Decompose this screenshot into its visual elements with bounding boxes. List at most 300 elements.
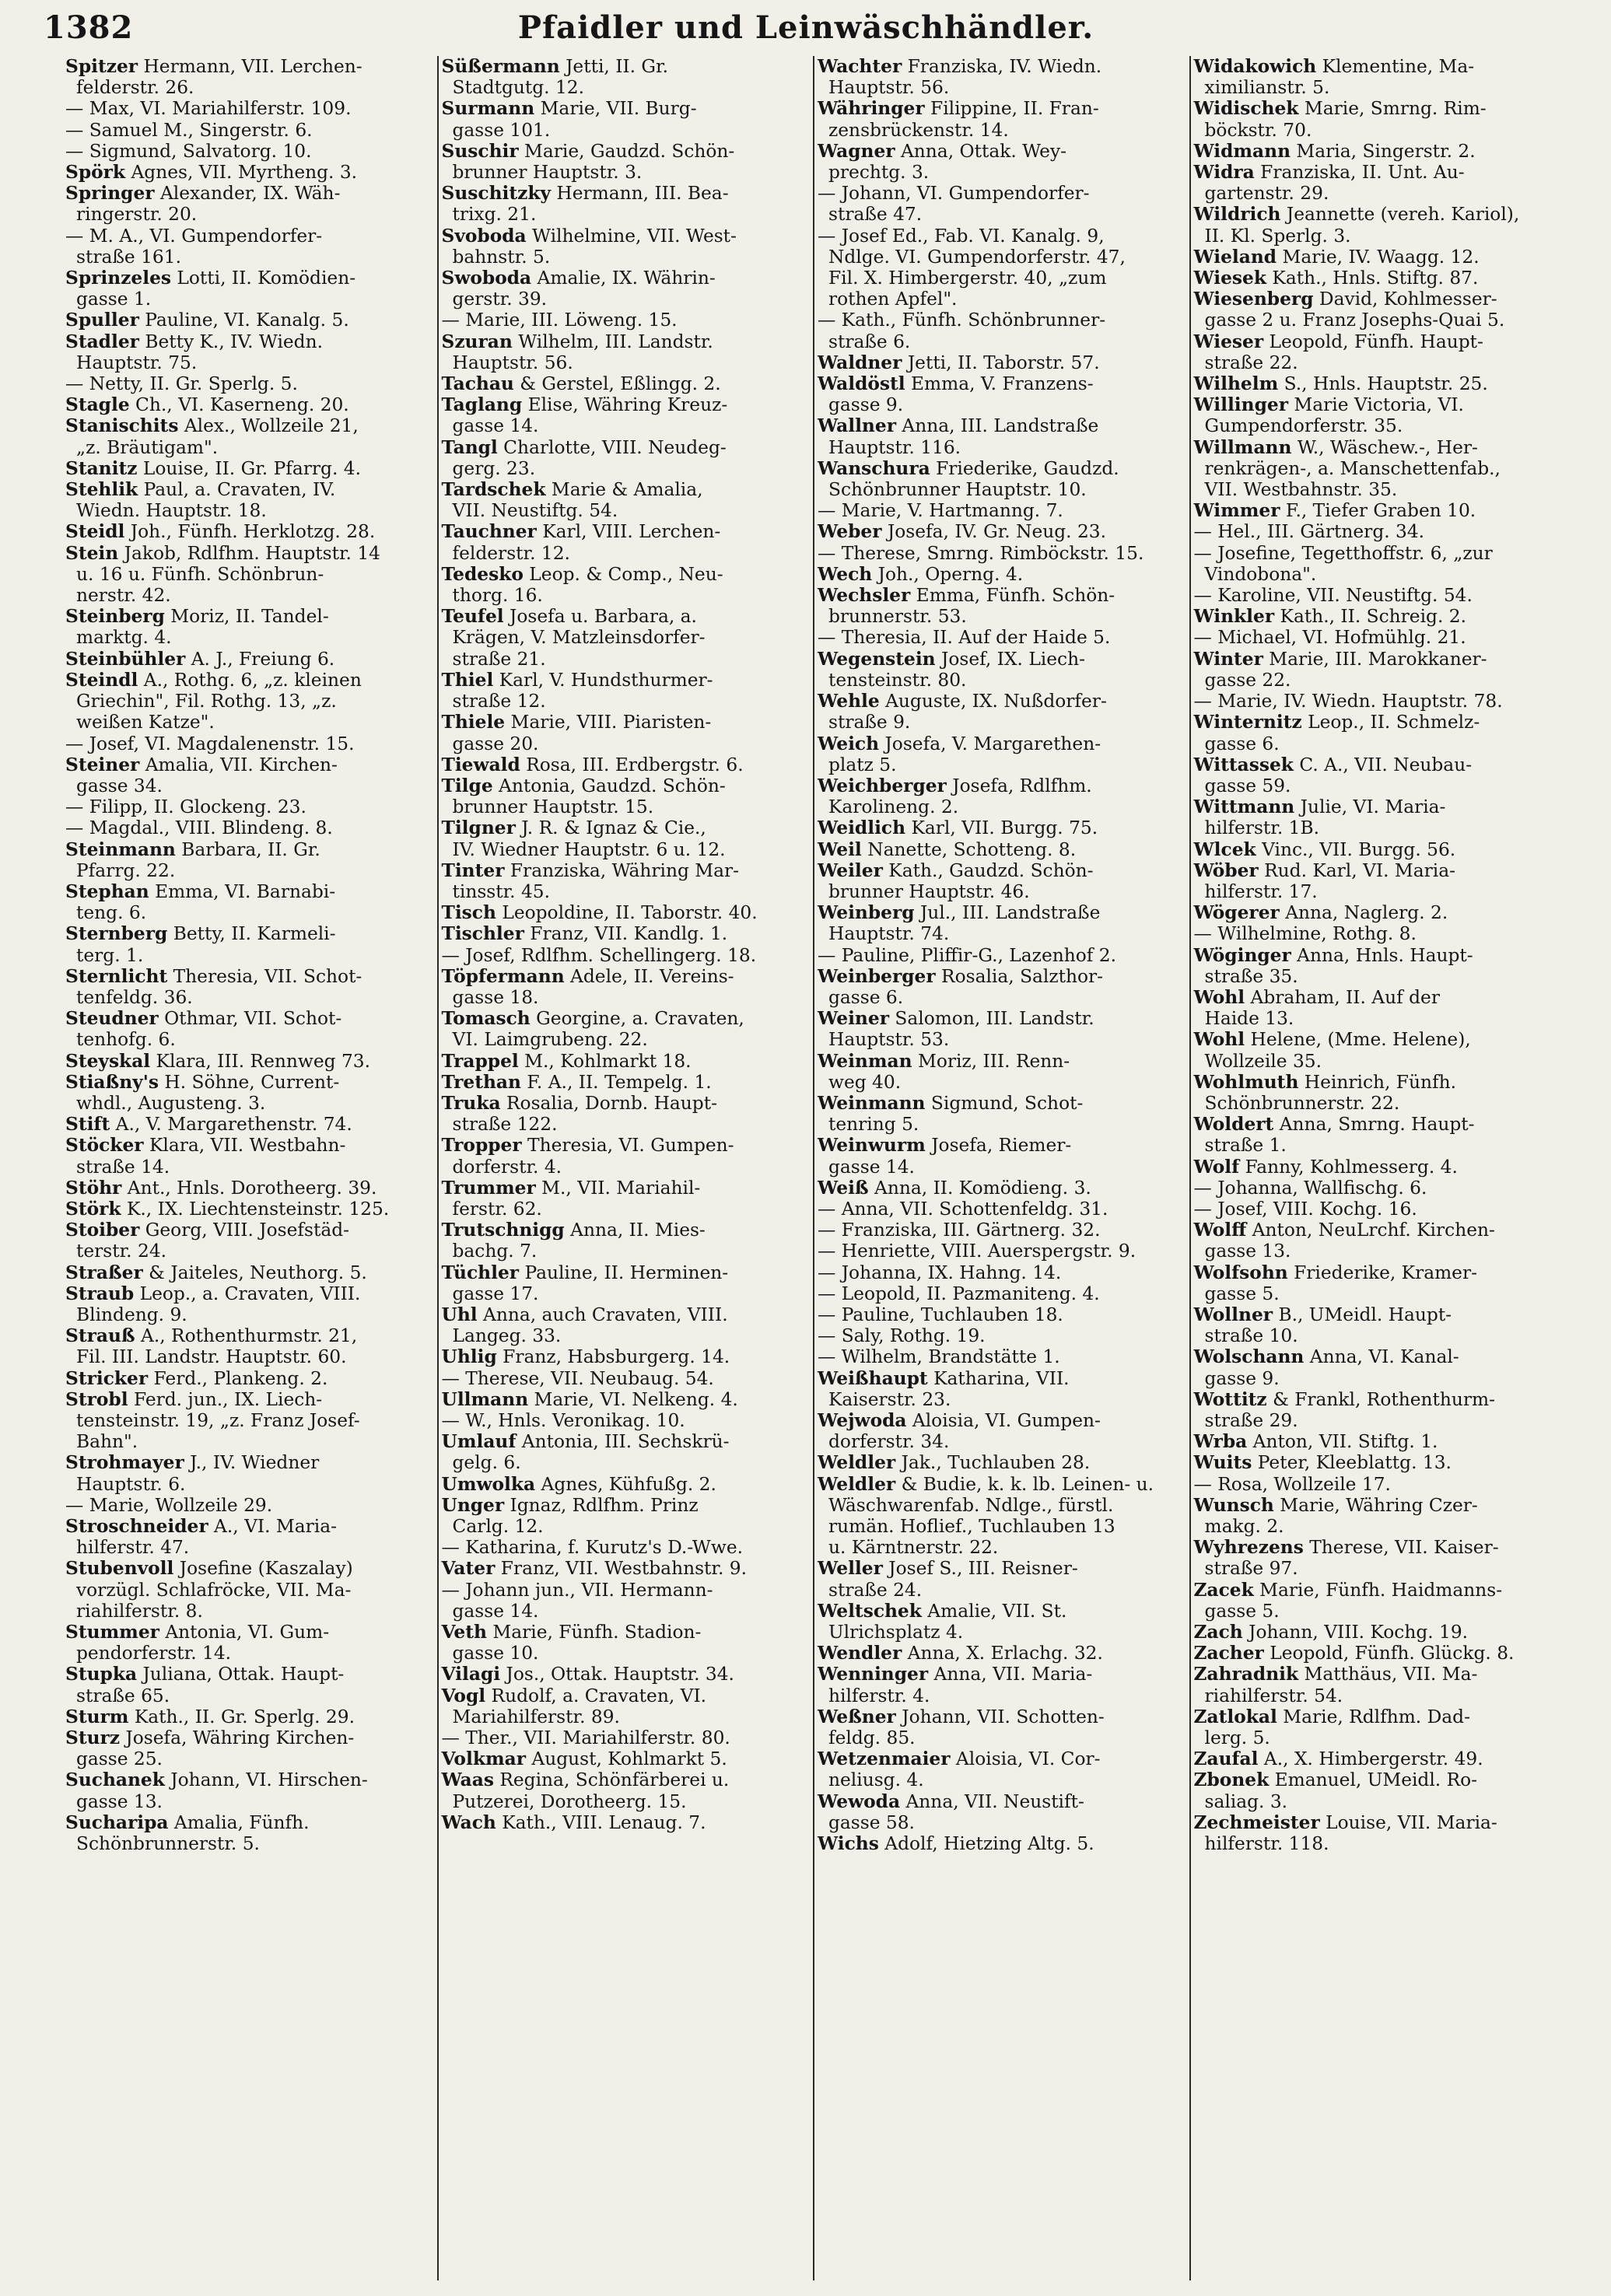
directory-entry: [65, 966, 431, 1008]
directory-entry: [442, 1051, 807, 1072]
directory-entry: [1194, 521, 1561, 542]
entry-name: Weiß: [818, 1177, 869, 1199]
directory-entry: [442, 1178, 807, 1220]
directory-entry: [1194, 945, 1561, 987]
directory-entry: [65, 543, 431, 607]
entry-text: Joh., Operng. 4.: [872, 563, 1024, 585]
entry-name: Strobl: [65, 1388, 128, 1410]
entry-name: Wiesek: [1193, 268, 1267, 289]
entry-name: Trethan: [441, 1071, 521, 1093]
entry-name: Wohlmuth: [1193, 1071, 1299, 1093]
entry-text: & Gerstel, Eßlingg. 2.: [513, 373, 721, 395]
entry-text: F. A., II. Tempelg. 1.: [520, 1071, 712, 1093]
directory-entry: [65, 817, 431, 838]
entry-text: — Samuel M., Singerstr. 6.: [65, 119, 313, 141]
entry-name: Wrba: [1193, 1431, 1248, 1453]
entry-text: Franz, VII. Westbahnstr. 9.: [495, 1558, 748, 1580]
entry-name: Wögerer: [1193, 902, 1280, 924]
entry-name: Störk: [65, 1198, 121, 1220]
entry-text: Johann, VI. Hirschen- gasse 13.: [76, 1769, 368, 1812]
directory-entry: [442, 183, 807, 225]
directory-entry: [818, 226, 1183, 310]
entry-name: Wanschura: [818, 457, 930, 479]
directory-entry: [442, 521, 807, 563]
directory-entry: [442, 817, 807, 859]
entry-text: David, Kohlmesser- gasse 2 u. Franz Josephs-Quai 5.: [1204, 289, 1505, 331]
entry-text: — Josef, VIII. Kochg. 16.: [1193, 1198, 1417, 1220]
directory-entry: [1194, 987, 1561, 1029]
entry-name: Zatlokal: [1193, 1706, 1277, 1727]
directory-entry: [1194, 289, 1561, 331]
directory-entry: [1194, 902, 1561, 923]
page-title: Pfaidler und Leinwäschhändler.: [517, 9, 1094, 46]
entry-text: Johann, VIII. Kochg. 19.: [1242, 1622, 1469, 1643]
directory-entry: [1194, 1643, 1561, 1664]
entry-name: Wewoda: [818, 1790, 901, 1812]
directory-entry: [65, 183, 431, 225]
entry-name: Wendler: [818, 1643, 902, 1664]
entry-text: Jetti, II. Taborstr. 57.: [902, 352, 1100, 373]
entry-text: Jos., Ottak. Hauptstr. 34.: [500, 1664, 734, 1685]
directory-entry: [1194, 627, 1561, 648]
directory-entry: [818, 98, 1183, 140]
entry-text: Elise, Währing Kreuz- gasse 14.: [452, 394, 728, 437]
directory-entry: [818, 1833, 1183, 1854]
directory-entry: [442, 1072, 807, 1093]
directory-entry: [65, 1325, 431, 1367]
entry-name: Weiner: [818, 1008, 889, 1030]
entry-name: Stephan: [65, 880, 149, 902]
entry-name: Stoiber: [65, 1220, 140, 1241]
entry-name: Wichs: [818, 1833, 879, 1855]
entry-text: Marie, III. Marokkaner- gasse 22.: [1204, 648, 1487, 691]
directory-entry: [1194, 268, 1561, 289]
entry-name: Weinwurm: [818, 1135, 926, 1157]
entry-text: Agnes, VII. Myrtheng. 3.: [125, 162, 358, 184]
directory-entry: [1194, 839, 1561, 860]
entry-text: Therese, VII. Kaiser- straße 97.: [1204, 1537, 1499, 1580]
directory-entry: [818, 1643, 1183, 1664]
entry-name: Trutschnigg: [441, 1220, 565, 1241]
directory-entry: [442, 1580, 807, 1622]
entry-text: — Wilhelm, Brandstätte 1.: [818, 1346, 1060, 1368]
directory-entry: [65, 162, 431, 183]
entry-name: Zaufal: [1193, 1748, 1259, 1770]
directory-entry: [1194, 141, 1561, 162]
entry-text: & Frankl, Rothenthurm- straße 29.: [1204, 1388, 1495, 1431]
entry-text: K., IX. Liechtensteinstr. 125.: [121, 1198, 390, 1220]
entry-text: Wilhelm, III. Landstr. Hauptstr. 56.: [452, 331, 713, 373]
directory-entry: [1194, 1812, 1561, 1854]
entry-name: Zacher: [1193, 1643, 1264, 1664]
directory-entry: [65, 310, 431, 331]
directory-entry: [442, 56, 807, 98]
entry-text: Marie, VII. Burg- gasse 101.: [452, 98, 697, 141]
entry-name: Stanischits: [65, 415, 179, 437]
directory-entry: [1194, 1389, 1561, 1431]
directory-entry: [65, 1199, 431, 1220]
directory-entry: [442, 479, 807, 521]
entry-text: Karl, VII. Burgg. 75.: [905, 817, 1098, 839]
directory-entry: [1194, 1622, 1561, 1643]
directory-entry: [442, 331, 807, 373]
directory-entry: [1194, 691, 1561, 712]
entry-name: Umwolka: [441, 1473, 536, 1495]
entry-text: Karl, VIII. Lerchen- felderstr. 12.: [452, 521, 721, 564]
entry-name: Spitzer: [65, 56, 138, 77]
directory-columns: [62, 56, 1567, 2280]
directory-entry: [442, 1685, 807, 1727]
directory-entry: [65, 415, 431, 457]
directory-entry: [65, 1114, 431, 1135]
directory-entry: [442, 1368, 807, 1389]
entry-name: Widischek: [1193, 98, 1299, 120]
entry-text: Alexander, IX. Wäh- ringerstr. 20.: [76, 183, 341, 226]
entry-text: Anton, NeuLrchf. Kirchen- gasse 13.: [1204, 1220, 1495, 1262]
entry-text: Louise, VII. Maria- hilferstr. 118.: [1204, 1811, 1497, 1855]
entry-name: Weidlich: [818, 817, 906, 839]
directory-entry: [1194, 712, 1561, 754]
entry-text: Maria, Singerstr. 2.: [1291, 140, 1476, 162]
entry-name: Steinberg: [65, 606, 165, 628]
entry-name: Zach: [1193, 1622, 1243, 1643]
entry-text: Heinrich, Fünfh. Schönbrunnerstr. 22.: [1204, 1071, 1457, 1114]
directory-entry: [442, 923, 807, 944]
directory-entry: [65, 1727, 431, 1769]
entry-text: Leopold, Fünfh. Glückg. 8.: [1263, 1643, 1515, 1664]
entry-text: J. R. & Ignaz & Cie., IV. Wiedner Hauptstr. 6 u. 12.: [452, 817, 726, 860]
entry-text: Kath., VIII. Lenaug. 7.: [496, 1811, 706, 1833]
directory-entry: [442, 373, 807, 394]
entry-text: Marie Victoria, VI. Gumpendorferstr. 35.: [1204, 394, 1464, 437]
entry-text: Rosalia, Salzthor- gasse 6.: [828, 965, 1104, 1008]
entry-name: Wlcek: [1193, 838, 1256, 860]
entry-name: Widra: [1193, 162, 1255, 184]
entry-name: Springer: [65, 183, 155, 205]
entry-text: — Max, VI. Mariahilferstr. 109.: [65, 98, 352, 120]
entry-text: Anna, X. Erlachg. 32.: [902, 1643, 1103, 1664]
entry-name: Waas: [441, 1769, 494, 1791]
entry-text: — Therese, VII. Neubaug. 54.: [441, 1367, 714, 1389]
entry-text: Anna, Naglerg. 2.: [1279, 902, 1448, 924]
entry-name: Wolfsohn: [1193, 1262, 1288, 1283]
directory-entry: [442, 1727, 807, 1748]
entry-name: Süßermann: [441, 56, 560, 77]
entry-name: Tedesko: [441, 563, 524, 585]
directory-entry: [65, 394, 431, 415]
directory-entry: [65, 733, 431, 754]
directory-entry: [1194, 394, 1561, 436]
entry-text: Filippine, II. Fran- zensbrückenstr. 14.: [828, 98, 1099, 141]
entry-name: Weldler: [818, 1452, 896, 1474]
entry-text: Jakob, Rdlfhm. Hauptstr. 14 u. 16 u. Fünfh. Schönbrun- nerstr. 42.: [76, 542, 380, 607]
directory-entry: [442, 860, 807, 902]
entry-text: Emma, VI. Barnabi- teng. 6.: [76, 880, 336, 924]
entry-text: — Marie, III. Löweng. 15.: [441, 310, 678, 331]
entry-text: Anna, II. Komödieng. 3.: [868, 1177, 1091, 1199]
entry-text: Marie, VIII. Piaristen- gasse 20.: [452, 712, 712, 754]
entry-name: Tangl: [441, 436, 498, 458]
entry-text: Sigmund, Schot- tenring 5.: [828, 1092, 1084, 1136]
entry-name: Stiaßny's: [65, 1071, 159, 1093]
entry-name: Thiele: [441, 712, 506, 733]
entry-name: Steyskal: [65, 1050, 151, 1072]
directory-entry: [65, 1558, 431, 1622]
entry-text: Alex., Wollzeile 21, „z. Bräutigam".: [76, 415, 359, 458]
entry-text: Amalia, VII. Kirchen- gasse 34.: [76, 754, 338, 796]
entry-text: Hermann, III. Bea- trixg. 21.: [452, 183, 729, 226]
entry-text: C. A., VII. Neubau- gasse 59.: [1204, 754, 1473, 796]
entry-text: — Hel., III. Gärtnerg. 34.: [1193, 521, 1425, 543]
entry-name: Wachter: [818, 56, 902, 77]
directory-entry: [65, 1389, 431, 1453]
entry-text: August, Kohlmarkt 5.: [526, 1748, 727, 1770]
entry-text: H. Söhne, Current- whdl., Augusteng. 3.: [76, 1071, 340, 1114]
directory-entry: [818, 1452, 1183, 1473]
directory-entry: [818, 1051, 1183, 1093]
directory-entry: [65, 56, 431, 98]
directory-entry: [1194, 585, 1561, 606]
entry-text: Salomon, III. Landstr. Hauptstr. 53.: [828, 1008, 1094, 1051]
entry-text: Franziska, Währing Mar- tinsstr. 45.: [452, 859, 740, 902]
entry-name: Uhl: [441, 1304, 478, 1325]
entry-text: — Henriette, VIII. Auerspergstr. 9.: [818, 1241, 1136, 1262]
directory-entry: [1194, 437, 1561, 501]
directory-entry: [65, 670, 431, 733]
entry-name: Weller: [818, 1558, 883, 1580]
entry-name: Winkler: [1193, 606, 1275, 628]
entry-name: Unger: [441, 1494, 505, 1516]
entry-name: Stroschneider: [65, 1516, 208, 1538]
entry-name: Wittmann: [1193, 796, 1295, 818]
entry-name: Wottitz: [1193, 1388, 1267, 1410]
entry-text: Julie, VI. Maria- hilferstr. 1B.: [1204, 796, 1446, 839]
directory-entry: [442, 945, 807, 966]
directory-entry: [818, 183, 1183, 225]
directory-entry: [1194, 796, 1561, 838]
directory-entry: [1194, 606, 1561, 627]
directory-entry: [818, 1325, 1183, 1346]
entry-text: Aloisia, VI. Gumpen- dorferstr. 34.: [828, 1410, 1101, 1453]
entry-text: Marie & Amalia, VII. Neustiftg. 54.: [452, 479, 703, 522]
entry-text: Karl, V. Hundsthurmer- straße 12.: [452, 669, 713, 712]
entry-name: Zahradnik: [1193, 1664, 1299, 1685]
entry-text: Moriz, II. Tandel- marktg. 4.: [76, 606, 329, 649]
entry-name: Wunsch: [1193, 1494, 1274, 1516]
directory-entry: [818, 860, 1183, 902]
directory-entry: [1194, 754, 1561, 796]
directory-entry: [818, 373, 1183, 415]
entry-name: Wollner: [1193, 1304, 1273, 1325]
directory-entry: [65, 839, 431, 881]
entry-text: — Marie, V. Hartmanng. 7.: [818, 500, 1063, 522]
entry-name: Sturz: [65, 1727, 121, 1749]
entry-text: Leopoldine, II. Taborstr. 40.: [496, 902, 758, 924]
entry-text: Franz, Habsburgerg. 14.: [496, 1346, 730, 1368]
entry-name: Weinberger: [818, 965, 936, 987]
entry-text: Betty K., IV. Wiedn. Hauptstr. 75.: [76, 331, 324, 373]
entry-name: Zechmeister: [1193, 1811, 1320, 1833]
entry-name: Woldert: [1193, 1114, 1274, 1136]
directory-entry: [1194, 1178, 1561, 1199]
entry-text: — Josefine, Tegetthoffstr. 6, „zur Vindobona".: [1193, 542, 1493, 585]
directory-entry: [65, 1769, 431, 1811]
directory-entry: [818, 1664, 1183, 1706]
entry-name: Svoboda: [441, 225, 527, 247]
entry-name: Tomasch: [441, 1008, 531, 1030]
entry-name: Tinter: [441, 859, 505, 881]
directory-entry: [65, 1452, 431, 1494]
entry-text: Hermann, VII. Lerchen- felderstr. 26.: [76, 56, 362, 99]
directory-entry: [818, 1791, 1183, 1833]
entry-text: — Ther., VII. Mariahilferstr. 80.: [441, 1727, 730, 1749]
entry-name: Weinman: [818, 1050, 912, 1072]
entry-text: Jak., Tuchlauben 28.: [895, 1452, 1091, 1474]
entry-text: & Budie, k. k. lb. Leinen- u. Wäschwarenfab. Ndlge., fürstl. rumän. Hoflief., Tuchlauben 13 u. Kärntnerstr. 22.: [828, 1473, 1154, 1559]
directory-entry: [1194, 1157, 1561, 1178]
entry-name: Tachau: [441, 373, 514, 395]
directory-entry: [442, 1558, 807, 1579]
directory-entry: [442, 1495, 807, 1537]
directory-entry: [65, 1008, 431, 1050]
directory-entry: [1194, 1346, 1561, 1388]
entry-name: Willmann: [1193, 436, 1292, 458]
entry-name: Szuran: [441, 331, 513, 352]
entry-text: Vinc., VII. Burgg. 56.: [1256, 838, 1456, 860]
entry-name: Steinbühler: [65, 648, 186, 670]
directory-entry: [65, 1072, 431, 1114]
entry-text: Adolf, Hietzing Altg. 5.: [878, 1833, 1094, 1855]
entry-text: Rudolf, a. Cravaten, VI. Mariahilferstr. 89.: [452, 1685, 707, 1727]
entry-text: F., Tiefer Graben 10.: [1280, 500, 1476, 522]
directory-entry: [1194, 1495, 1561, 1537]
column-3: [814, 56, 1191, 2280]
directory-entry: [818, 691, 1183, 733]
entry-text: B., UMeidl. Haupt- straße 10.: [1204, 1304, 1452, 1347]
entry-text: A., V. Margarethenstr. 74.: [110, 1114, 352, 1136]
entry-name: Vilagi: [441, 1664, 501, 1685]
column-2: [439, 56, 815, 2280]
directory-entry: [65, 1051, 431, 1072]
directory-entry: [1194, 373, 1561, 394]
directory-entry: [65, 1664, 431, 1706]
entry-text: Ant., Hnls. Dorotheerg. 39.: [121, 1177, 377, 1199]
directory-entry: [65, 479, 431, 521]
entry-text: Josef, IX. Liech- tensteinstr. 80.: [828, 648, 1085, 691]
directory-entry: [1194, 923, 1561, 944]
entry-text: — Therese, Smrng. Rimböckstr. 15.: [818, 542, 1144, 564]
entry-text: — Johanna, Wallfischg. 6.: [1193, 1177, 1427, 1199]
directory-entry: [1194, 1769, 1561, 1811]
entry-text: M., VII. Mariahil- ferstr. 62.: [452, 1177, 701, 1220]
directory-entry: [818, 585, 1183, 627]
entry-text: Wilhelmine, VII. West- bahnstr. 5.: [452, 225, 737, 268]
entry-name: Sternlicht: [65, 965, 168, 987]
directory-entry: [818, 649, 1183, 691]
entry-text: Marie, Smrng. Rim- böckstr. 70.: [1204, 98, 1487, 141]
directory-entry: [818, 1410, 1183, 1452]
entry-text: Emma, Fünfh. Schön- brunnerstr. 53.: [828, 585, 1115, 628]
entry-name: Weich: [818, 733, 880, 754]
directory-entry: [65, 521, 431, 542]
entry-text: Franziska, IV. Wiedn. Hauptstr. 56.: [828, 56, 1102, 99]
directory-entry: [65, 373, 431, 394]
entry-text: — Filipp, II. Glockeng. 23.: [65, 796, 306, 818]
entry-text: Abraham, II. Auf der Haide 13.: [1204, 986, 1440, 1030]
entry-name: Währinger: [818, 98, 925, 120]
entry-text: Klara, VII. Westbahn- straße 14.: [76, 1135, 346, 1178]
entry-text: Leopold, Fünfh. Haupt- straße 22.: [1204, 331, 1483, 373]
entry-name: Wuits: [1193, 1452, 1252, 1474]
entry-text: Agnes, Kühfußg. 2.: [535, 1473, 716, 1495]
entry-name: Wech: [818, 563, 873, 585]
entry-name: Thiel: [441, 669, 494, 691]
entry-name: Trummer: [441, 1177, 536, 1199]
directory-entry: [818, 564, 1183, 585]
entry-text: Kath., Hnls. Stiftg. 87.: [1266, 268, 1479, 289]
entry-text: Friederike, Kramer- gasse 5.: [1204, 1262, 1477, 1304]
entry-name: Sprinzeles: [65, 268, 172, 289]
directory-entry: [1194, 1452, 1561, 1473]
entry-name: Widmann: [1193, 140, 1291, 162]
directory-entry: [442, 1474, 807, 1495]
directory-entry: [818, 1093, 1183, 1135]
entry-text: Josefa, IV. Gr. Neug. 23.: [881, 521, 1107, 543]
entry-name: Weiler: [818, 859, 883, 881]
entry-name: Suschir: [441, 140, 519, 162]
entry-text: Antonia, Gaudzd. Schön- brunner Hauptstr. 15.: [452, 775, 726, 818]
directory-entry: [1194, 1474, 1561, 1495]
directory-entry: [1194, 162, 1561, 204]
entry-name: Wetzenmaier: [818, 1748, 951, 1770]
entry-name: Tropper: [441, 1135, 522, 1157]
entry-text: Anna, Hnls. Haupt- straße 35.: [1204, 944, 1473, 987]
directory-entry: [442, 1262, 807, 1304]
directory-entry: [65, 1262, 431, 1283]
entry-text: Katharina, VII. Kaiserstr. 23.: [828, 1367, 1070, 1410]
entry-name: Uhlig: [441, 1346, 497, 1368]
entry-name: Steiner: [65, 754, 140, 775]
directory-entry: [442, 1431, 807, 1473]
entry-name: Stadler: [65, 331, 139, 352]
entry-name: Wieland: [1193, 246, 1277, 268]
directory-entry: [1194, 543, 1561, 585]
directory-entry: [65, 1178, 431, 1199]
entry-text: Josefa u. Barbara, a. Krägen, V. Matzleinsdorfer- straße 21.: [452, 606, 706, 670]
directory-entry: [818, 458, 1183, 500]
directory-entry: [65, 1135, 431, 1177]
entry-name: Vater: [441, 1558, 496, 1580]
entry-text: A. J., Freiung 6.: [185, 648, 335, 670]
entry-text: Lotti, II. Komödien- gasse 1.: [76, 268, 356, 310]
directory-entry: [1194, 1220, 1561, 1262]
directory-entry: [442, 1135, 807, 1177]
entry-text: Rosalia, Dornb. Haupt- straße 122.: [452, 1092, 717, 1136]
directory-entry: [818, 415, 1183, 457]
entry-name: Zbonek: [1193, 1769, 1270, 1791]
entry-text: Emanuel, UMeidl. Ro- saliag. 3.: [1204, 1769, 1478, 1812]
entry-text: S., Hnls. Hauptstr. 25.: [1278, 373, 1488, 395]
entry-text: Jul., III. Landstraße Hauptstr. 74.: [828, 902, 1101, 945]
entry-text: Marie, Währing Czer- makg. 2.: [1204, 1494, 1478, 1538]
directory-entry: [65, 649, 431, 670]
directory-entry: [442, 902, 807, 923]
entry-text: Ignaz, Rdlfhm. Prinz Carlg. 12.: [452, 1494, 699, 1538]
entry-name: Tauchner: [441, 521, 537, 543]
directory-entry: [442, 564, 807, 606]
entry-name: Töpfermann: [441, 965, 565, 987]
entry-text: Auguste, IX. Nußdorfer- straße 9.: [828, 691, 1107, 733]
